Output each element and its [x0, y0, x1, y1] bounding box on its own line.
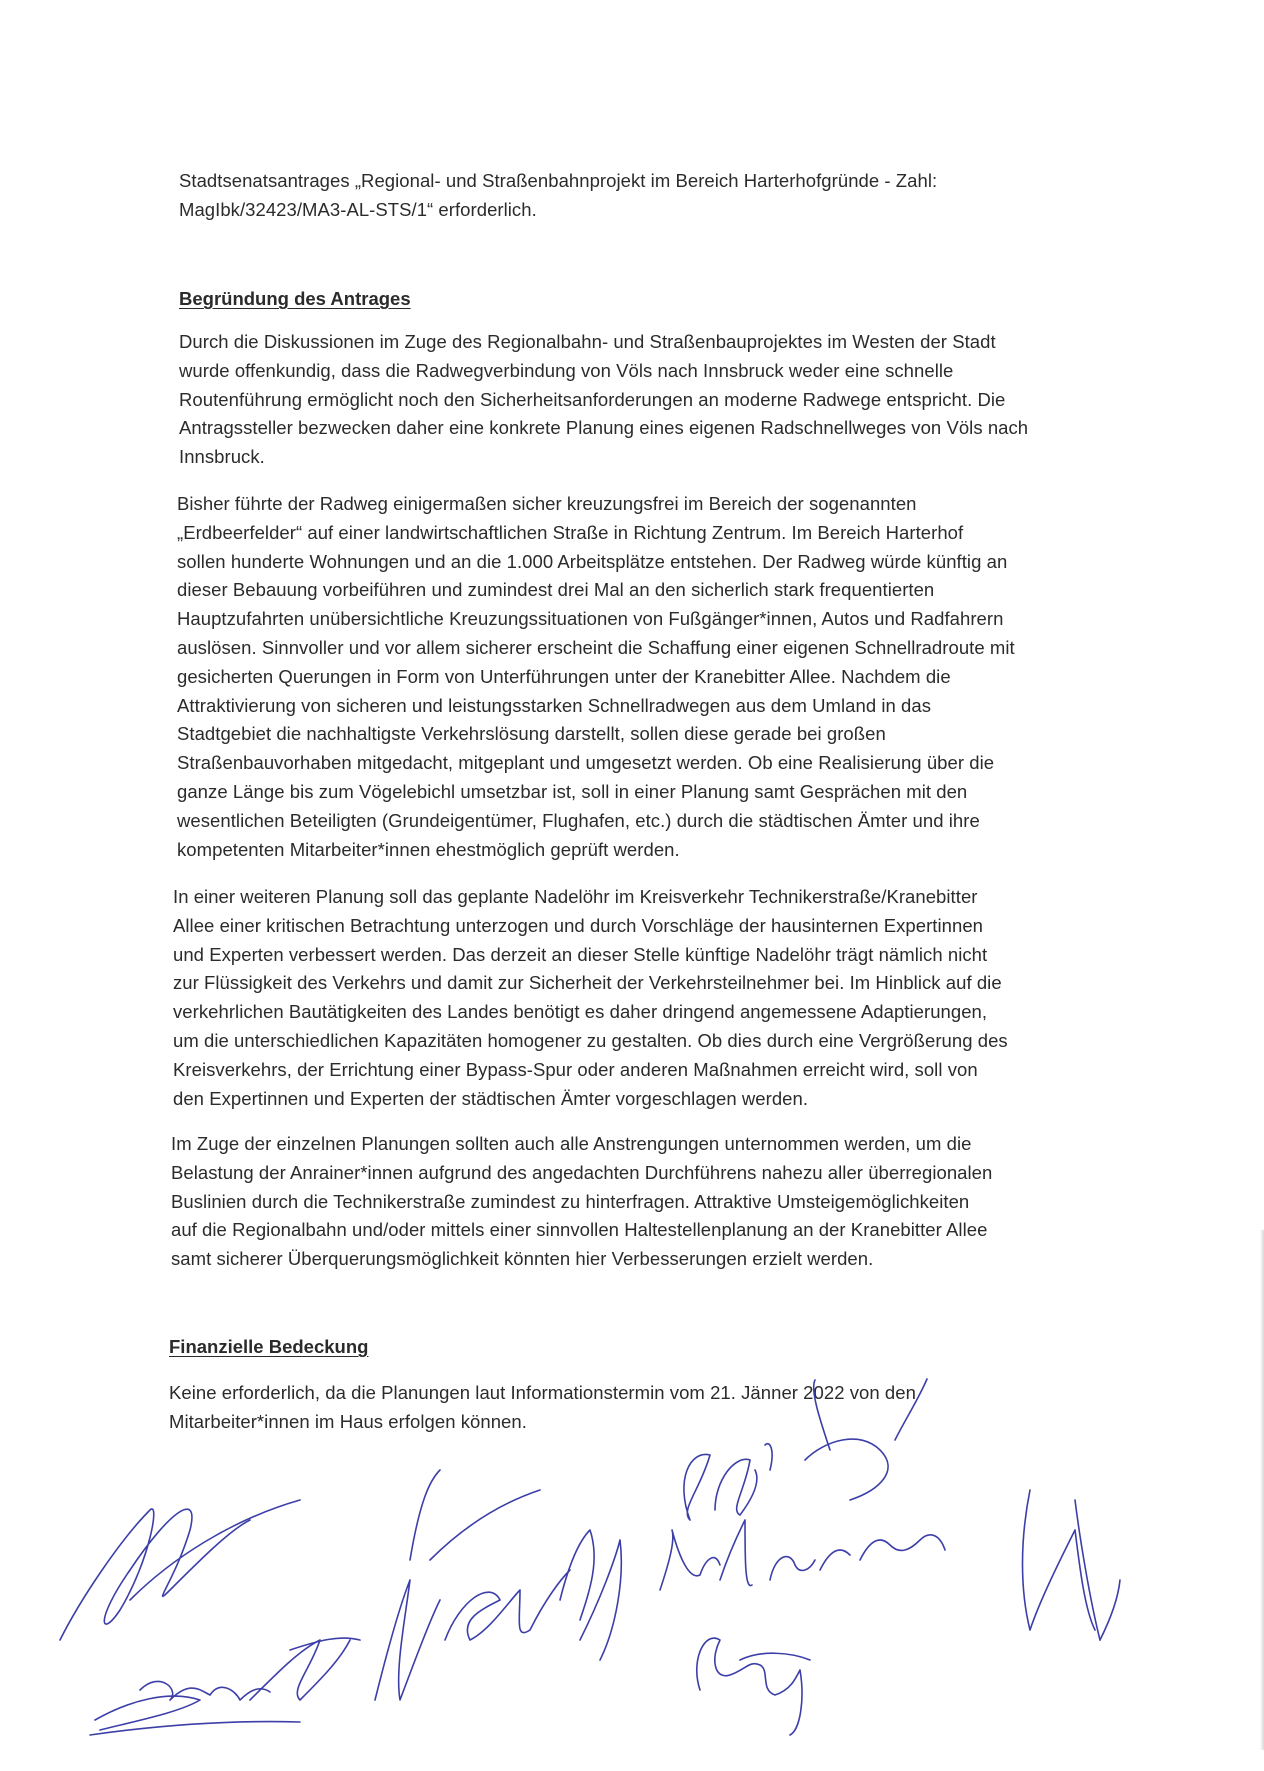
text-line: samt sicherer Überquerungsmöglichkeit könnten hier Verbesserungen erzielt werden. [171, 1248, 874, 1270]
text-line: um die unterschiedlichen Kapazitäten homogener zu gestalten. Ob dies durch eine Vergrößerung des [173, 1029, 1008, 1051]
text-line: Routenführung ermöglicht noch den Sicherheitsanforderungen an moderne Radwege entspricht. Die [179, 388, 1006, 410]
text-line: gesicherten Querungen in Form von Unterführungen unter der Kranebitter Allee. Nachdem die [177, 665, 951, 687]
signature-1 [60, 1500, 360, 1735]
text-line: und Experten verbessert werden. Das derzeit an dieser Stelle künftige Nadelöhr trägt nämlich nicht [173, 943, 988, 965]
signature-stroke [895, 1379, 927, 1440]
text-line: den Expertinnen und Experten der städtischen Ämter vorgeschlagen werden. [173, 1087, 809, 1109]
text-line: Hauptzufahrten unübersichtliche Kreuzungssituationen von Fußgänger*innen, Autos und Radfahrern [177, 608, 1004, 630]
text-line: auslösen. Sinnvoller und vor allem sicherer erscheint die Schaffung einer eigenen Schnellradroute mit [177, 636, 1015, 658]
text-line: dieser Bebauung vorbeiführen und zumindest drei Mal an den sicherlich stark frequentierten [177, 579, 935, 601]
text-line: Belastung der Anrainer*innen aufgrund des angedachten Durchführens nahezu aller überregionalen [171, 1161, 993, 1183]
text-line: Keine erforderlich, da die Planungen laut Informationstermin vom 21. Jänner 2022 von den [169, 1382, 916, 1403]
intro-line: Stadtsenatsantrages „Regional- und Straßenbahnprojekt im Bereich Harterhofgründe - Zahl: [179, 170, 938, 191]
finanzielle-heading: Finanzielle Bedeckung [169, 1336, 369, 1357]
text-line: Allee einer kritischen Betrachtung unterzogen und durch Vorschläge der hausinternen Expertinnen [173, 914, 984, 936]
begruendung-heading: Begründung des Antrages [179, 288, 411, 309]
intro-line: MagIbk/32423/MA3-AL-STS/1“ erforderlich. [179, 198, 537, 220]
text-line: Bisher führte der Radweg einigermaßen sicher kreuzungsfrei im Bereich der sogenannten [177, 493, 917, 514]
text-line: wesentlichen Beteiligten (Grundeigentümer, Flughafen, etc.) durch die städtischen Ämter und ihre [177, 809, 980, 831]
text-line: verkehrlichen Bautätigkeiten des Landes benötigt es daher dringend angemessene Adaptierungen, [173, 1001, 988, 1023]
text-line: Straßenbauvorhaben mitgedacht, mitgeplant und umgesetzt werden. Ob eine Realisierung über die [177, 752, 995, 774]
text-line: Antragssteller bezwecken daher eine konkrete Planung eines eigenen Radschnellweges von Völs nach [179, 417, 1029, 439]
signature-4 [1023, 1490, 1121, 1640]
text-line: auf die Regionalbahn und/oder mittels einer sinnvollen Haltestellenplanung an der Kranebitter Allee [171, 1219, 988, 1241]
text-line: In einer weiteren Planung soll das geplante Nadelöhr im Kreisverkehr Technikerstraße/Kranebitter [173, 886, 978, 907]
text-line: Kreisverkehrs, der Errichtung einer Bypass-Spur oder anderen Maßnahmen erreicht wird, soll von [173, 1058, 978, 1080]
text-line: Buslinien durch die Technikerstraße zumindest zu hinterfragen. Attraktive Umsteigemöglichkeiten [171, 1190, 970, 1212]
text-line: „Erdbeerfelder“ auf einer landwirtschaftlichen Straße in Richtung Zentrum. Im Bereich Harterhof [177, 521, 964, 543]
signature-3 [660, 1380, 945, 1735]
text-line: Innsbruck. [179, 446, 265, 468]
text-line: zur Flüssigkeit des Verkehrs und damit zur Sicherheit der Verkehrsteilnehmer bei. Im Hinblick auf die [173, 972, 1002, 994]
text-line: Im Zuge der einzelnen Planungen sollten auch alle Anstrengungen unternommen werden, um die [171, 1133, 972, 1154]
text-line: Attraktivierung von sicheren und leistungsstarken Schnellradwegen aus dem Umland in das [177, 694, 932, 716]
text-line: Durch die Diskussionen im Zuge des Regionalbahn- und Straßenbauprojektes im Westen der Stadt [179, 331, 996, 352]
text-line: kompetenten Mitarbeiter*innen ehestmöglich geprüft werden. [177, 838, 680, 860]
text-line: wurde offenkundig, dass die Radwegverbindung von Völs nach Innsbruck weder eine schnelle [179, 359, 954, 381]
text-line: Stadtgebiet die nachhaltigste Verkehrslösung darstellt, sollen diese gerade bei großen [177, 723, 886, 745]
text-line: Mitarbeiter*innen im Haus erfolgen können. [169, 1410, 527, 1432]
text-line: ganze Länge bis zum Vögelebichl umsetzbar ist, soll in einer Planung samt Gesprächen mit den [177, 780, 968, 802]
signature-2 [375, 1470, 621, 1700]
text-line: sollen hunderte Wohnungen und an die 1.000 Arbeitsplätze entstehen. Der Radweg würde künftig an [177, 550, 1008, 572]
